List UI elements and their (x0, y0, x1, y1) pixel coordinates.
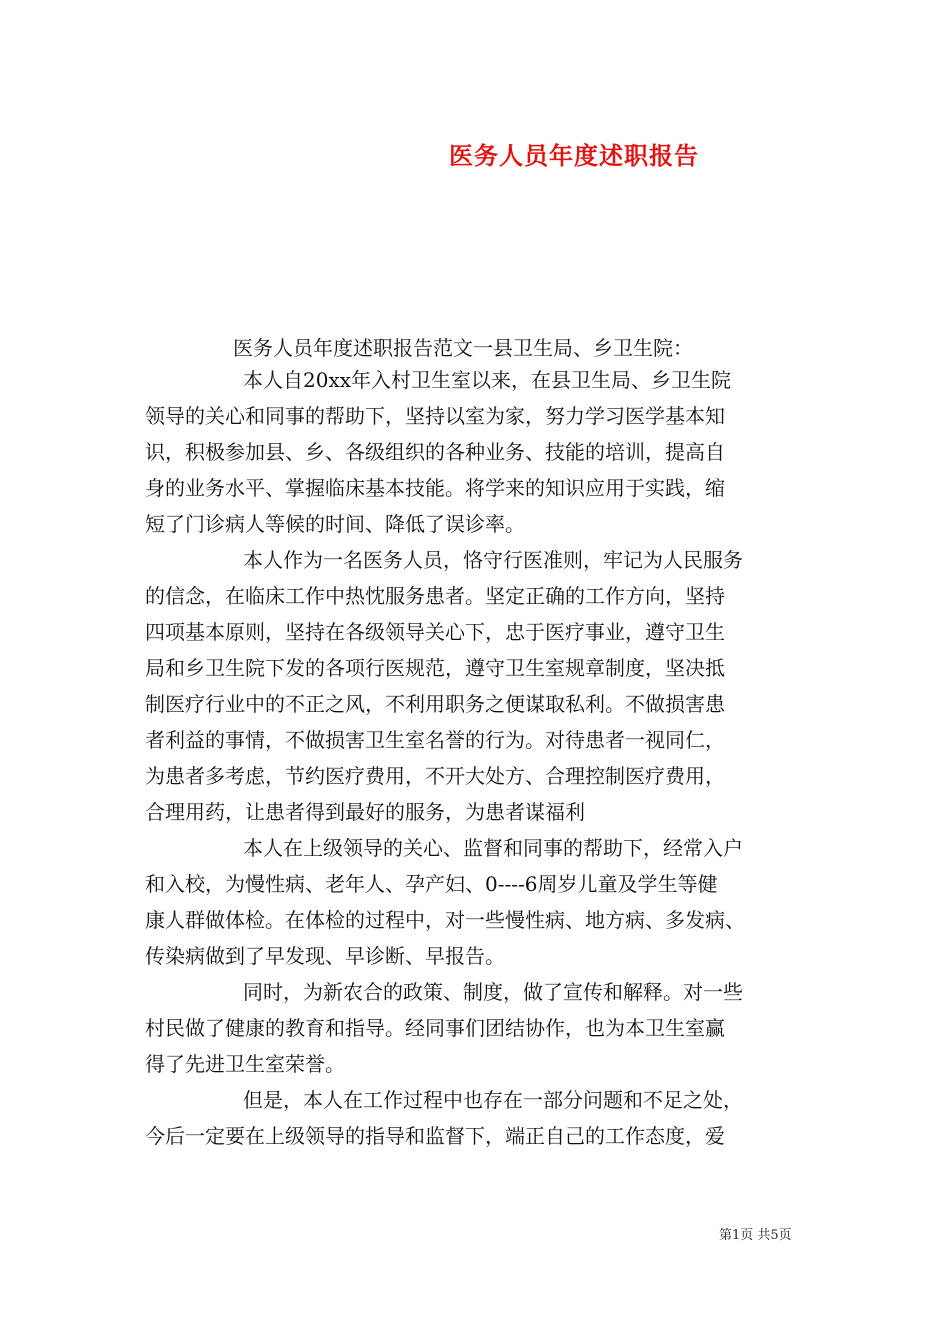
text-line: 制医疗行业中的不正之风，不利用职务之便谋取私利。不做损害患 (145, 692, 725, 716)
text-line: 本人自20xx年入村卫生室以来，在县卫生局、乡卫生院 (243, 368, 732, 392)
document-body (145, 362, 820, 1154)
text-line: 合理用药，让患者得到最好的服务，为患者谋福利 (145, 800, 585, 824)
text-line: 同时，为新农合的政策、制度，做了宣传和解释。对一些 (243, 980, 743, 1004)
text-line: 领导的关心和同事的帮助下，坚持以室为家，努力学习医学基本知 (145, 404, 725, 428)
text-line: 康人群做体检。在体检的过程中，对一些慢性病、地方病、多发病、 (145, 908, 745, 932)
text-line: 和入校，为慢性病、老年人、孕产妇、0----6周岁儿童及学生等健 (145, 872, 718, 896)
text-line: 得了先进卫生室荣誉。 (145, 1052, 345, 1076)
text-line: 短了门诊病人等候的时间、降低了误诊率。 (145, 512, 525, 536)
text-line: 识，积极参加县、乡、各级组织的各种业务、技能的培训，提高自 (145, 440, 725, 464)
text-line: 为患者多考虑，节约医疗费用，不开大处方、合理控制医疗费用， (145, 764, 725, 788)
paragraph (145, 1082, 820, 1154)
text-line: 四项基本原则，坚持在各级领导关心下，忠于医疗事业，遵守卫生 (145, 620, 725, 644)
text-line: 身的业务水平、掌握临床基本技能。将学来的知识应用于实践，缩 (145, 476, 725, 500)
page-number: 第1页 共5页 (719, 1228, 792, 1243)
document-title: 医务人员年度述职报告 (449, 141, 699, 170)
text-line: 的信念，在临床工作中热忱服务患者。坚定正确的工作方向，坚持 (145, 584, 725, 608)
text-line: 本人作为一名医务人员，恪守行医准则，牢记为人民服务 (243, 548, 743, 572)
intro-line: 医务人员年度述职报告范文一县卫生局、乡卫生院： (233, 336, 693, 360)
text-line: 本人在上级领导的关心、监督和同事的帮助下，经常入户 (243, 836, 743, 860)
paragraph (145, 974, 820, 1082)
text-line: 传染病做到了早发现、早诊断、早报告。 (145, 944, 505, 968)
text-line: 村民做了健康的教育和指导。经同事们团结协作，也为本卫生室赢 (145, 1016, 725, 1040)
paragraph (145, 542, 820, 830)
text-line: 局和乡卫生院下发的各项行医规范，遵守卫生室规章制度，坚决抵 (145, 656, 725, 680)
text-line: 者利益的事情，不做损害卫生室名誉的行为。对待患者一视同仁， (145, 728, 725, 752)
paragraph (145, 830, 820, 974)
text-line: 但是，本人在工作过程中也存在一部分问题和不足之处， (243, 1088, 743, 1112)
text-line: 今后一定要在上级领导的指导和监督下，端正自己的工作态度，爱 (145, 1124, 725, 1148)
paragraph (145, 362, 820, 542)
